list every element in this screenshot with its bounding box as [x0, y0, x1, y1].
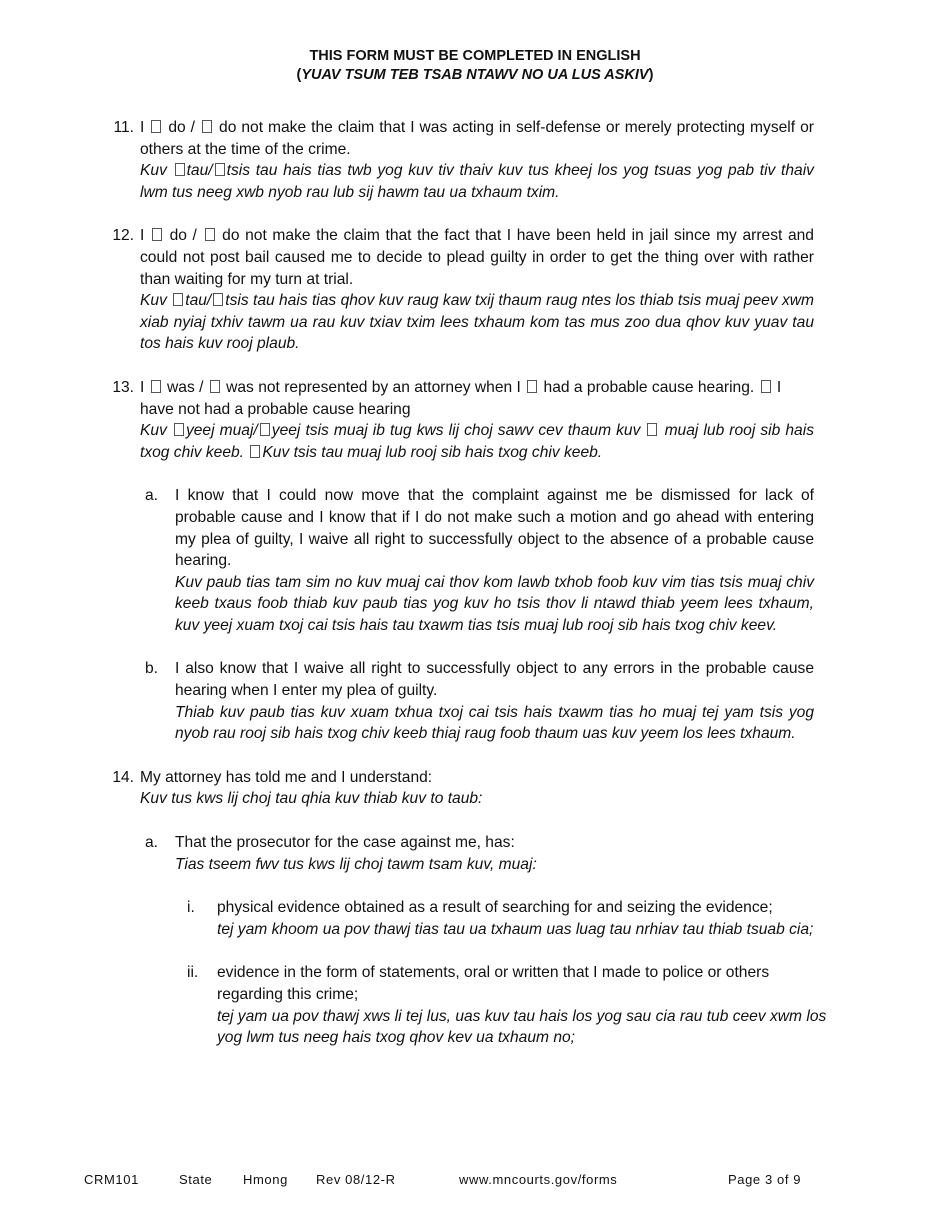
muaj-rooj-checkbox[interactable] [647, 423, 657, 436]
item-12-hmong: Kuv tau/ tsis tau hais tias qhov kuv raug kaw txij thaum raug ntes los thiab tsis muaj peev xwm xiab nyiaj txhiv tawm ua rau kuv txiav txim lees txhaum kom tas mus zoo dua qhov kuv yuav tau tos hais kuv rooj plaub. [140, 292, 814, 353]
header-title: THIS FORM MUST BE COMPLETED IN ENGLISH [309, 48, 641, 64]
footer-form-id: CRM101 [84, 1172, 139, 1187]
was-checkbox[interactable] [151, 380, 161, 393]
item-roman: i. [187, 899, 195, 917]
no-hearing-checkbox[interactable] [761, 380, 771, 393]
item-14a-i [187, 897, 837, 940]
item-14-hmong: Kuv tus kws lij choj tau qhia kuv thiab kuv to taub: [140, 790, 483, 808]
tsis-tau-checkbox[interactable] [213, 293, 223, 306]
yeej-tsis-muaj-checkbox[interactable] [260, 423, 270, 436]
item-roman: ii. [187, 964, 199, 982]
item-12-english: I do / do not make the claim that the fact that I have been held in jail since my arrest and could not post bail caused me to decide to plead guilty in order to get the thing over with rather than waiting for my turn at trial. [140, 227, 814, 288]
header-subtitle-text: YUAV TSUM TEB TSAB NTAWV NO UA LUS ASKIV [301, 67, 649, 83]
do-checkbox[interactable] [151, 120, 161, 133]
item-13a [145, 485, 814, 636]
item-14 [112, 767, 814, 810]
item-14a-ii-english: evidence in the form of statements, oral or written that I made to police or others regarding this crime; [217, 964, 770, 1003]
footer-language: Hmong [243, 1172, 288, 1187]
footer-url[interactable]: www.mncourts.gov/forms [459, 1172, 618, 1187]
item-letter: a. [145, 487, 159, 505]
item-14a-ii [187, 962, 837, 1048]
do-checkbox[interactable] [152, 228, 162, 241]
header-subtitle: (YUAV TSUM TEB TSAB NTAWV NO UA LUS ASKIV) [296, 67, 654, 83]
item-14a-i-hmong: tej yam khoom ua pov thawj tias tau ua txhaum uas luag tau nrhiav tau thiab tsuab cia; [217, 920, 814, 938]
item-number: 14. [112, 768, 134, 786]
item-letter: b. [145, 660, 159, 678]
item-14a-hmong: Tias tseem fwv tus kws lij choj tawm tsam kuv, muaj: [175, 855, 537, 873]
item-13b-hmong: Thiab kuv paub tias kuv xuam txhua txoj cai tsis hais txawm tias ho muaj tej yam tsis yog nyob rau rooj sib hais txog chiv keeb thiaj raug foob thaum uas kuv yeem los lees txhaum. [175, 703, 814, 743]
item-13a-english: I know that I could now move that the complaint against me be dismissed for lack of probable cause and I know that if I do not make such a motion and go ahead with entering my plea of guilty, I waive all right to successfully object to the absence of a probable cause hearing. [175, 487, 814, 570]
footer-page-number: Page 3 of 9 [728, 1172, 802, 1187]
had-hearing-checkbox[interactable] [527, 380, 537, 393]
page-header [0, 47, 950, 85]
yeej-muaj-checkbox[interactable] [174, 423, 184, 436]
footer-state: State [179, 1172, 213, 1187]
item-13-hmong: Kuv yeej muaj/ yeej tsis muaj ib tug kws lij choj sawv cev thaum kuv muaj lub rooj sib hais txog chiv keeb. Kuv tsis tau muaj lub rooj sib hais txog chiv keeb. [140, 422, 814, 461]
item-11-hmong: Kuv tau/ tsis tau hais tias twb yog kuv tiv thaiv kuv tus kheej los yog tsuas yog pab tiv thaiv lwm tus neeg xwb nyob rau lub sij hawm tau ua txhaum txim. [140, 162, 814, 201]
item-number: 13. [112, 378, 134, 396]
item-14a-i-english: physical evidence obtained as a result of searching for and seizing the evidence; [217, 899, 773, 917]
item-14a [145, 832, 814, 875]
item-11-english: I do / do not make the claim that I was acting in self-defense or merely protecting myself or others at the time of the crime. [140, 119, 814, 158]
tau-checkbox[interactable] [173, 293, 183, 306]
item-13 [112, 377, 814, 463]
tsis-tau-muaj-rooj-checkbox[interactable] [250, 445, 260, 458]
item-11 [113, 117, 814, 203]
page-footer [0, 1172, 950, 1192]
do-not-checkbox[interactable] [205, 228, 215, 241]
item-12 [112, 225, 814, 355]
item-letter: a. [145, 834, 159, 852]
was-not-checkbox[interactable] [210, 380, 220, 393]
footer-revision: Rev 08/12-R [316, 1172, 396, 1187]
item-14-english: My attorney has told me and I understand: [140, 768, 433, 786]
form-content [0, 117, 950, 1049]
item-number: 12. [112, 227, 134, 245]
tau-checkbox[interactable] [175, 163, 185, 176]
do-not-checkbox[interactable] [202, 120, 212, 133]
tsis-tau-checkbox[interactable] [215, 163, 225, 176]
item-number: 11. [113, 119, 134, 136]
item-13-english: I was / was not represented by an attorney when I had a probable cause hearing. I have not had a probable cause hearing [140, 378, 782, 418]
item-13a-hmong: Kuv paub tias tam sim no kuv muaj cai thov kom lawb txhob foob kuv vim tias tsis muaj chiv keeb txaus foob thiab kuv paub tias yog kuv ho tsis thov li ntawd thiab yeem lees txhaum, kuv yeej xuam txoj cai tsis hais tau txawm tias tsis muaj lub rooj sib hais txog chiv keev. [175, 573, 814, 634]
item-14a-ii-hmong: tej yam ua pov thawj xws li tej lus, uas kuv tau hais los yog sau cia rau tub ceev xwm los yog lwm tus neeg hais txog qhov kev ua txhaum no; [217, 1007, 827, 1047]
item-14a-english: That the prosecutor for the case against me, has: [175, 834, 515, 852]
item-13b-english: I also know that I waive all right to successfully object to any errors in the probable cause hearing when I enter my plea of guilty. [175, 660, 814, 700]
item-13b [145, 658, 814, 744]
